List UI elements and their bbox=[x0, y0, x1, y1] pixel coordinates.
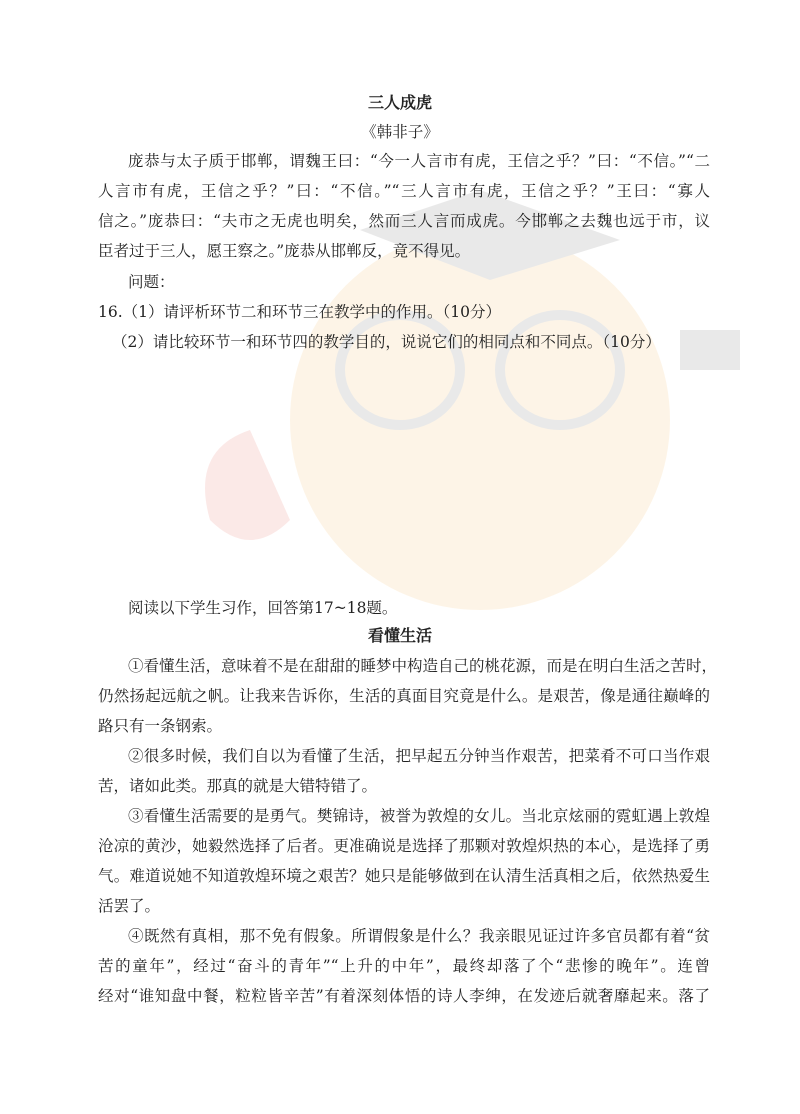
questions-label: 问题： bbox=[128, 273, 175, 291]
passage2-line: 仍然扬起远航之帆。让我来告诉你，生活的真面目究竟是什么。是艰苦，像是通往巅峰的 bbox=[98, 687, 710, 705]
passage2-title: 看懂生活 bbox=[367, 626, 432, 645]
passage2-line: ②很多时候，我们自以为看懂了生活，把早起五分钟当作艰苦，把菜肴不可口当作艰 bbox=[128, 747, 710, 765]
passage2-line: 经对“谁知盘中餐，粒粒皆辛苦”有着深刻体悟的诗人李绅，在发迹后就奢靡起来。落了 bbox=[98, 987, 710, 1005]
question-16-1: 16.（1）请评析环节二和环节三在教学中的作用。（10分） bbox=[98, 303, 501, 321]
passage2-line: 气。难道说她不知道敦煌环境之艰苦？她只是能够做到在认清生活真相之后，依然热爱生 bbox=[98, 867, 710, 885]
passage2-line: ③看懂生活需要的是勇气。樊锦诗，被誉为敦煌的女儿。当北京炫丽的霓虹遇上敦煌 bbox=[128, 807, 710, 825]
passage2-line: 活罢了。 bbox=[98, 897, 161, 915]
passage2-intro: 阅读以下学生习作，回答第17~18题。 bbox=[128, 599, 398, 617]
passage2-line: 苦，诸如此类。那真的就是大错特错了。 bbox=[98, 777, 378, 795]
passage2-line: 路只有一条钢索。 bbox=[98, 717, 223, 735]
question-16-2: （2）请比较环节一和环节四的教学目的，说说它们的相同点和不同点。（10分） bbox=[112, 333, 661, 351]
passage1-title: 三人成虎 bbox=[367, 93, 432, 112]
passage2-line: ①看懂生活，意味着不是在甜甜的睡梦中构造自己的桃花源，而是在明白生活之苦时， bbox=[128, 657, 718, 675]
passage2-line: 沧凉的黄沙，她毅然选择了后者。更准确说是选择了那颗对敦煌炽热的本心，是选择了勇 bbox=[98, 837, 710, 855]
passage1-line: 人言市有虎，王信之乎？”曰：“不信。”“三人言市有虎，王信之乎？”王曰：“寡人 bbox=[98, 182, 710, 200]
passage2-line: ④既然有真相，那不免有假象。所谓假象是什么？我亲眼见证过许多官员都有着“贫 bbox=[128, 927, 710, 945]
passage1-line: 庞恭与太子质于邯郸，谓魏王曰：“今一人言市有虎，王信之乎？”曰：“不信。”“二 bbox=[128, 152, 710, 170]
passage1-line: 臣者过于三人，愿王察之。”庞恭从邯郸反，竟不得见。 bbox=[98, 242, 471, 260]
passage1-source: 《韩非子》 bbox=[361, 123, 439, 141]
passage2-line: 苦的童年”，经过“奋斗的青年”“上升的中年”，最终却落了个“悲惨的晚年”。连曾 bbox=[98, 957, 710, 975]
passage1-line: 信之。”庞恭曰：“夫市之无虎也明矣，然而三人言而成虎。今邯郸之去魏也远于市，议 bbox=[98, 212, 710, 230]
